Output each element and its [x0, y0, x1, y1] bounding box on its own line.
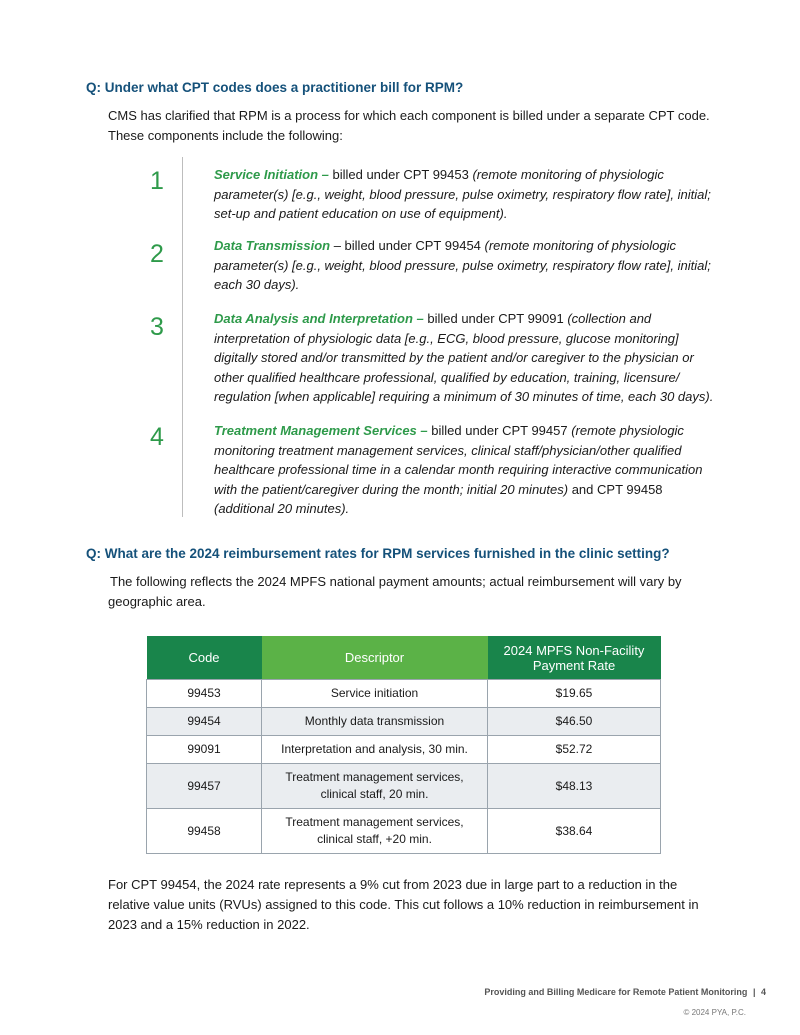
table-row [147, 708, 661, 736]
step-description: (remote monitoring of physiologic parameter(s) [e.g., weight, blood pressure, pulse oximetry, respiratory flow rate], initial; each 30 days). [214, 238, 711, 292]
step-plain: billed under CPT 99453 [328, 167, 473, 182]
table-row [147, 680, 661, 708]
step-description-extra: (additional 20 minutes). [214, 501, 350, 516]
cell-code: 99454 [147, 708, 262, 736]
cell-rate: $38.64 [488, 809, 661, 854]
step-number: 1 [150, 167, 164, 195]
cell-code: 99091 [147, 736, 262, 764]
question-reimbursement-rates: Q: What are the 2024 reimbursement rates for RPM services furnished in the clinic setting? [86, 546, 670, 561]
cell-rate: $46.50 [488, 708, 661, 736]
cell-descriptor: Interpretation and analysis, 30 min. [262, 736, 488, 764]
cell-code: 99458 [147, 809, 262, 854]
reimbursement-rates-table [146, 636, 661, 854]
closing-paragraph: For CPT 99454, the 2024 rate represents a 9% cut from 2023 due in large part to a reduction in the relative value units (RVUs) assigned to this code. This cut follows a 10% reduction in reimbursement in 2023 and a 15% reduction in 2022. [108, 877, 699, 932]
step-number: 2 [150, 240, 164, 268]
intro-paragraph [108, 106, 728, 146]
step-number: 3 [150, 313, 164, 341]
step-title: Treatment Management Services – [214, 423, 428, 438]
step-description: (collection and interpretation of physiologic data [e.g., ECG, blood pressure, glucose monitoring] digitally stored and/or transmitted by the patient and/or caregiver to the physician or other qualified healthcare professional, qualified by education, training, licensure/ regulation [when applicable] requiring a minimum of 30 minutes of time, each 30 days). [214, 311, 714, 404]
cell-descriptor: Monthly data transmission [262, 708, 488, 736]
running-title: Providing and Billing Medicare for Remote Patient Monitoring [484, 987, 748, 997]
page-footer [484, 987, 766, 997]
intro-line-1: CMS has clarified that RPM is a process for which each component is billed under a separate CPT code. [108, 108, 710, 123]
cell-descriptor: Service initiation [262, 680, 488, 708]
table-row [147, 809, 661, 854]
page-number: 4 [760, 987, 766, 997]
step-plain: billed under CPT 99457 [427, 423, 572, 438]
step-number: 4 [150, 423, 164, 451]
cell-rate: $48.13 [488, 764, 661, 809]
step-title: Data Transmission [214, 238, 331, 253]
table-header-row [147, 636, 661, 680]
step-text [214, 421, 724, 519]
column-header-payment-rate: 2024 MPFS Non-Facility Payment Rate [488, 636, 661, 680]
step-title: Service Initiation – [214, 167, 329, 182]
step-title: Data Analysis and Interpretation – [214, 311, 424, 326]
copyright: © 2024 PYA, P.C. [683, 1008, 746, 1017]
cell-descriptor: Treatment management services, clinical staff, +20 min. [262, 809, 488, 854]
table-row [147, 736, 661, 764]
cell-descriptor: Treatment management services, clinical staff, 20 min. [262, 764, 488, 809]
cell-rate: $19.65 [488, 680, 661, 708]
step-text [214, 309, 724, 407]
column-header-code: Code [147, 636, 262, 680]
step-description: (remote monitoring of physiologic parameter(s) [e.g., weight, blood pressure, pulse oximetry, respiratory flow rate], initial; set-up and patient education on use of equipment). [214, 167, 711, 221]
step-text [214, 236, 724, 295]
question-cpt-codes: Q: Under what CPT codes does a practitioner bill for RPM? [86, 80, 464, 95]
footer-separator: | [752, 987, 756, 997]
cell-code: 99453 [147, 680, 262, 708]
rates-intro-paragraph: The following reflects the 2024 MPFS national payment amounts; actual reimbursement will vary by geographic area. [108, 574, 682, 609]
step-text [214, 165, 724, 224]
step-tail: and CPT 99458 [568, 481, 663, 497]
intro-line-2: These components include the following: [108, 128, 343, 143]
steps-divider [182, 157, 183, 517]
step-plain: billed under CPT 99091 [423, 311, 568, 326]
cell-code: 99457 [147, 764, 262, 809]
table-row [147, 764, 661, 809]
column-header-descriptor: Descriptor [262, 636, 488, 680]
step-description: (remote physiologic monitoring treatment management services, clinical staff/physician/other qualified healthcare professional time in a calendar month requiring interactive communication with the patient/caregiver during the month; initial 20 minutes) [214, 423, 703, 497]
step-plain: – billed under CPT 99454 [330, 238, 485, 253]
cell-rate: $52.72 [488, 736, 661, 764]
